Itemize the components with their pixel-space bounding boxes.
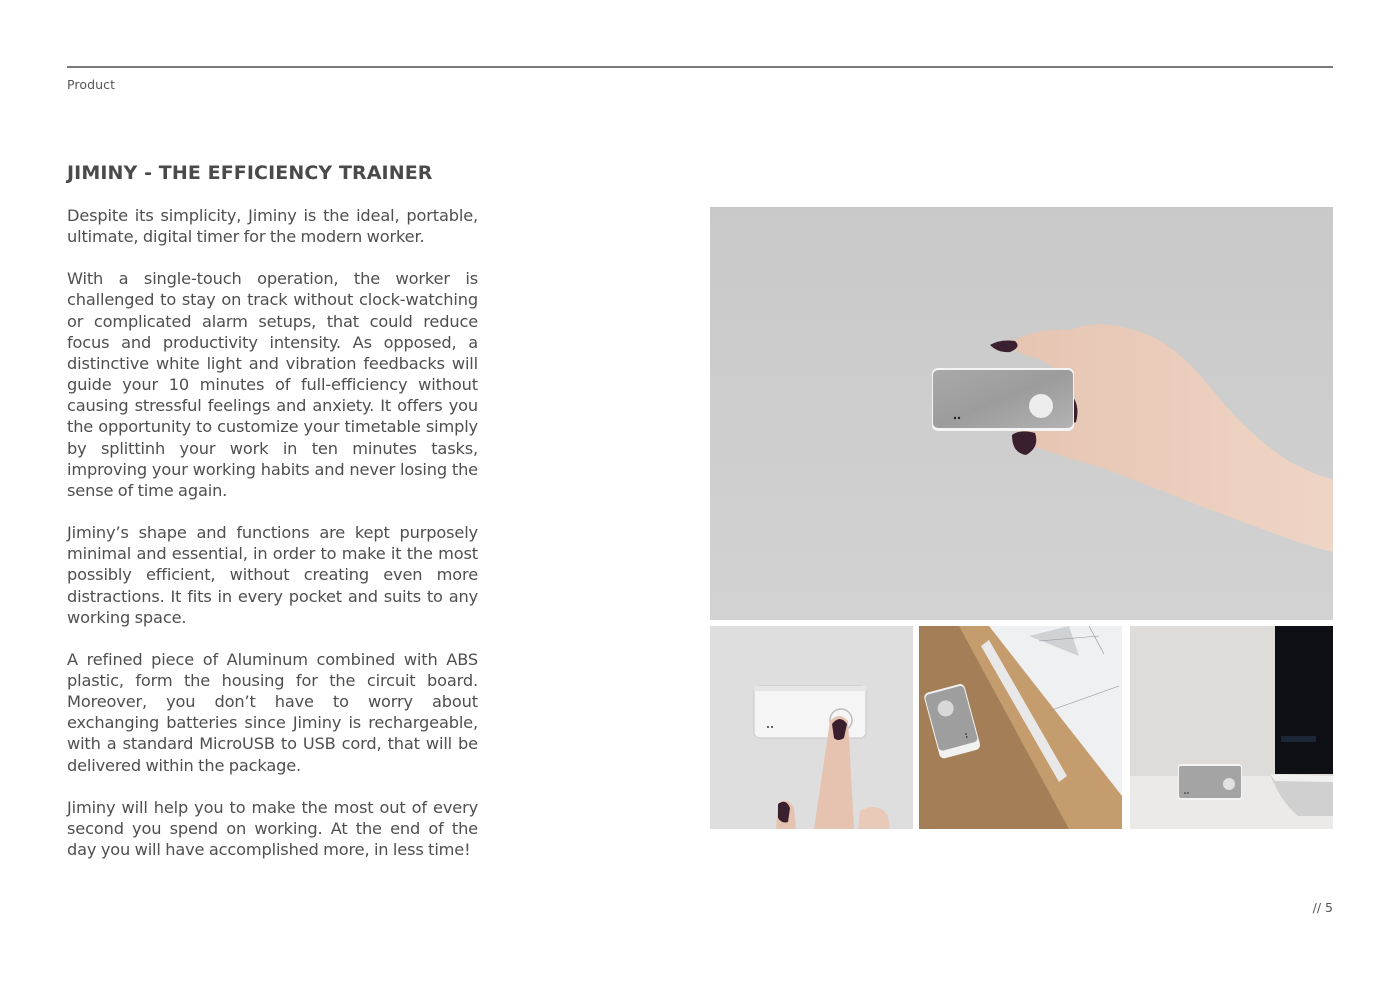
page-title: JIMINY - THE EFFICIENCY TRAINER bbox=[67, 162, 433, 184]
thumbnail-button-press bbox=[710, 626, 913, 829]
header-divider bbox=[67, 66, 1333, 68]
desk-scene-image bbox=[919, 626, 1122, 829]
page-number: // 5 bbox=[1312, 900, 1333, 915]
paragraph-closing: Jiminy will help you to make the most out of every second you spend on working. At the end of the day you will have accomplished more, in less time! bbox=[67, 797, 478, 860]
finger-press-image bbox=[710, 626, 913, 829]
hand-holding-device-image bbox=[710, 207, 1333, 620]
paragraph-operation: With a single-touch operation, the worker is challenged to stay on track without clock-watching or complicated alarm setups, that could reduce focus and productivity intensity. As opposed, a distinctive white light and vibration feedbacks will guide your 10 minutes of full-efficiency without causing stressful feelings and anxiety. It offers you the opportunity to customize your timetable simply by splittinh your work in ten minutes tasks, improving your working habits and never losing the sense of time again. bbox=[67, 269, 478, 500]
thumbnail-desk bbox=[919, 626, 1122, 829]
paragraph-shape: Jiminy’s shape and functions are kept purposely minimal and essential, in order to make it the most possibly efficient, without creating even more distractions. It fits in every pocket and suits to any working space. bbox=[67, 523, 478, 627]
paragraph-materials: A refined piece of Aluminum combined with ABS plastic, form the housing for the circuit board. Moreover, you don’t have to worry about exchanging batteries since Jiminy is rechargeable, with a standard MicroUSB to USB cord, that will be delivered within the package. bbox=[67, 649, 478, 775]
main-product-photo bbox=[710, 207, 1333, 620]
thumbnail-laptop bbox=[1130, 626, 1333, 829]
article-body bbox=[67, 205, 478, 881]
section-label: Product bbox=[67, 77, 116, 92]
paragraph-intro: Despite its simplicity, Jiminy is the ideal, portable, ultimate, digital timer for the modern worker. bbox=[67, 206, 478, 247]
desk-laptop-image bbox=[1130, 626, 1333, 829]
